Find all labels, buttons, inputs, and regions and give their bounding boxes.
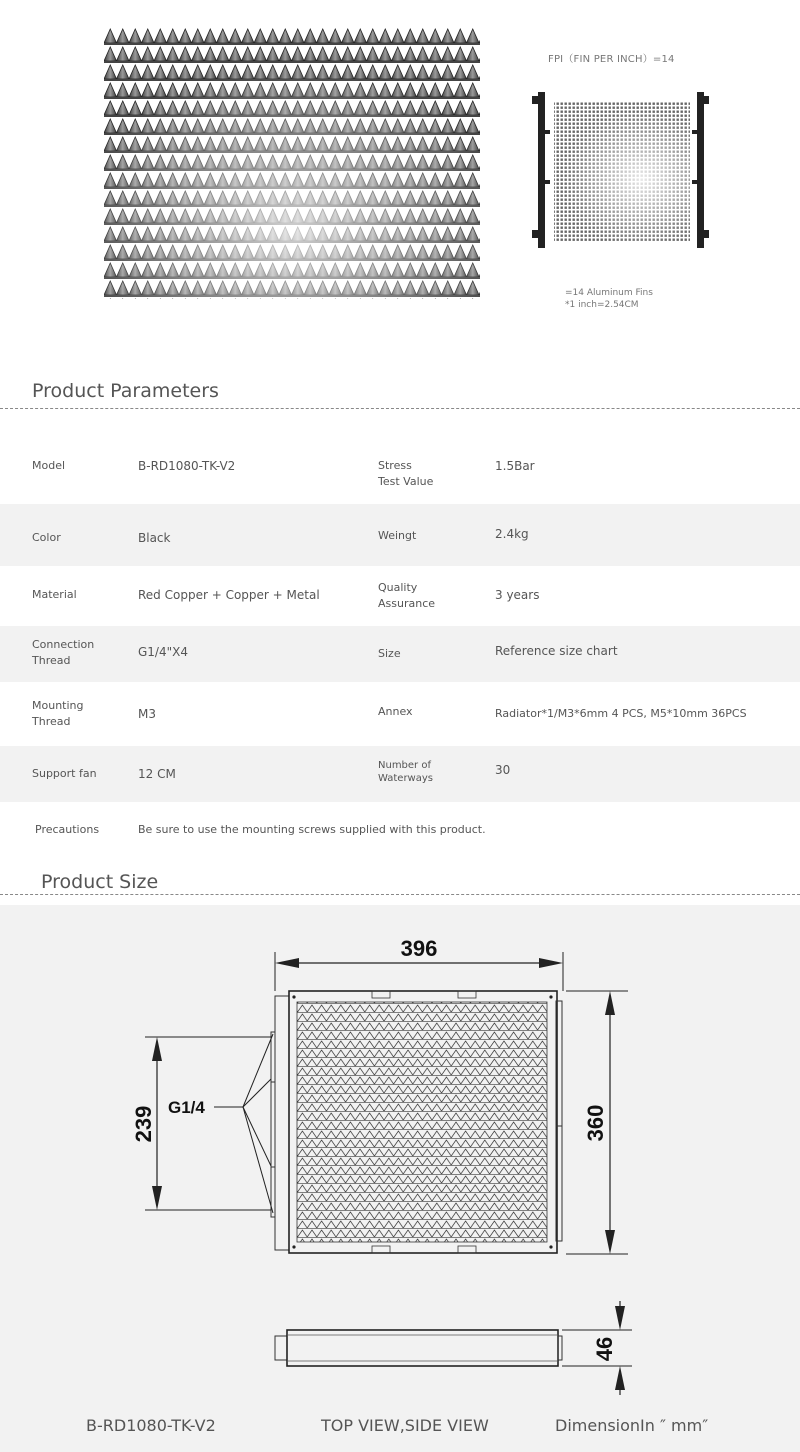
param-row-color [0,504,800,566]
parameters-table [0,432,800,860]
section-divider [0,894,800,895]
param-row-model [0,432,800,504]
height-label: 360 [583,1104,608,1142]
param-value: 1.5Bar [495,459,535,473]
param-value: Red Copper + Copper + Metal [138,588,320,602]
param-label: Size [378,647,401,660]
param-value: Black [138,531,171,545]
param-value: 30 [495,763,511,777]
param-label: Number of Waterways [378,760,433,784]
width-label: 396 [400,936,438,961]
param-row-connection-thread [0,626,800,682]
param-label: Material [32,588,77,601]
param-label: Quality Assurance [378,581,436,610]
param-value: M3 [138,707,156,721]
param-value: 2.4kg [495,527,529,541]
fin-side-view-illustration [532,90,742,250]
param-label: Precautions [35,823,100,836]
param-value: 3 years [495,588,540,602]
footer-model-number: B-RD1080-TK-V2 [86,1416,216,1435]
fpi-label: FPI（FIN PER INCH）=14 [548,54,675,65]
footer-view-label: TOP VIEW,SIDE VIEW [321,1416,489,1435]
param-value: Reference size chart [495,644,618,658]
thickness-label: 46 [592,1336,617,1362]
param-row-mounting-thread [0,682,800,746]
port-spacing-label: 239 [131,1105,156,1143]
param-label: Stress Test Value [378,459,434,488]
section-divider [0,408,800,409]
product-size-heading: Product Size [41,871,159,893]
param-label: Annex [378,705,413,718]
inch-conversion-note: *1 inch=2.54CM [565,300,639,310]
param-value: Be sure to use the mounting screws supplied with this product. [138,823,486,836]
product-parameters-heading: Product Parameters [32,380,219,402]
param-value: Radiator*1/M3*6mm 4 PCS, M5*10mm 36PCS [495,707,747,720]
fin-closeup-photo [104,27,480,299]
param-row-material [0,566,800,626]
param-row-precautions [0,802,800,860]
footer-units-label: DimensionIn ″ mm″ [555,1416,709,1435]
fin-count-note: =14 Aluminum Fins [565,288,653,298]
param-row-support-fan [0,746,800,802]
param-label: Support fan [32,767,97,780]
dimension-drawing [0,905,800,1362]
param-value: B-RD1080-TK-V2 [138,459,236,473]
param-label: Model [32,459,66,472]
port-thread-label: G1/4 [168,1098,205,1117]
param-label: Color [32,531,61,544]
param-value: G1/4"X4 [138,645,188,659]
param-label: Mounting Thread [32,699,84,728]
param-label: Weingt [378,529,417,542]
param-value: 12 CM [138,767,176,781]
param-label: Connection Thread [32,638,95,667]
